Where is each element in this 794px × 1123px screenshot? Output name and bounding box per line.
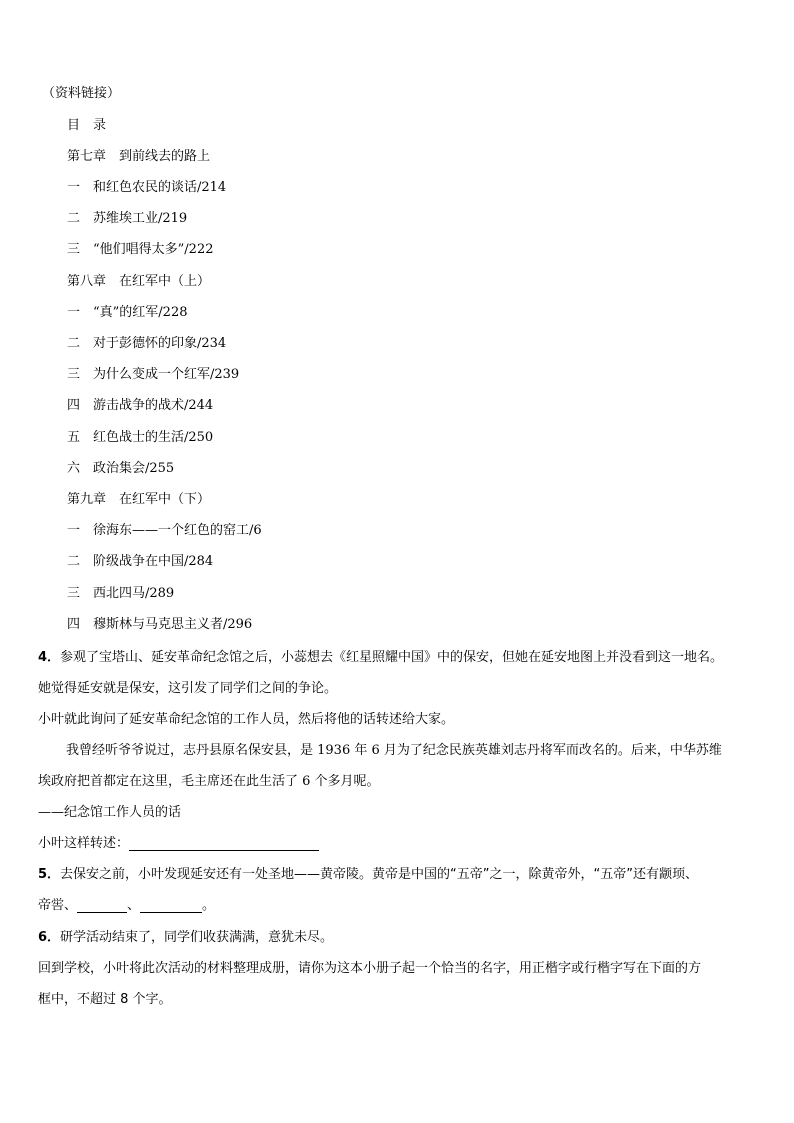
quote-text: 我曾经听爷爷说过，志丹县原名保安县，是 1936 年 6 月为了纪念民族英雄刘志丹将军而改名的。后来，中华苏维 — [66, 743, 722, 758]
answer-blank-2[interactable] — [140, 898, 202, 913]
question-text: 框中，不超过 8 个字。 — [38, 992, 172, 1007]
question-text: 研学活动结束了，同学们收获满满，意犹未尽。 — [60, 930, 334, 945]
toc-item: 第八章 在红军中（上） — [67, 274, 211, 289]
toc-item: 二 苏维埃工业/219 — [67, 211, 188, 226]
toc-item: 一 徐海东——一个红色的窑工/6 — [67, 523, 262, 538]
toc-item: 第七章 到前线去的路上 — [67, 149, 211, 164]
toc-item: 二 对于彭德怀的印象/234 — [67, 336, 227, 351]
toc-item: 四 穆斯林与马克思主义者/296 — [67, 617, 253, 632]
toc-item: 二 阶级战争在中国/284 — [67, 554, 214, 569]
answer-blank[interactable] — [129, 836, 319, 851]
question-text: 去保安之前，小叶发现延安还有一处圣地——黄帝陵。黄帝是中国的“五帝”之一，除黄帝外，“五帝”还有颛顼、 — [60, 867, 698, 882]
toc-item: 六 政治集会/255 — [67, 461, 175, 476]
toc-item: 三 西北四马/289 — [67, 586, 175, 601]
toc-item: 第九章 在红军中（下） — [67, 492, 211, 507]
question-number: 4． — [38, 650, 61, 665]
question-number: 6． — [38, 930, 61, 945]
question-number: 5． — [38, 867, 61, 882]
toc-item: 三 “他们唱得太多”/222 — [67, 242, 214, 257]
resource-link-label: （资料链接） — [42, 86, 121, 101]
toc-item: 一 “真”的红军/228 — [67, 305, 188, 320]
question-text: 参观了宝塔山、延安革命纪念馆之后，小蕊想去《红星照耀中国》中的保安，但她在延安地图上并没看到这一地名。 — [60, 650, 724, 665]
question-text: 回到学校，小叶将此次活动的材料整理成册，请你为这本小册子起一个恰当的名字，用正楷字或行楷字写在下面的方 — [38, 961, 702, 976]
toc-item: 三 为什么变成一个红军/239 — [67, 367, 240, 382]
toc-heading: 目 录 — [67, 118, 107, 133]
separator: 、 — [127, 898, 141, 913]
toc-item: 五 红色战士的生活/250 — [67, 430, 214, 445]
toc-item: 四 游击战争的战术/244 — [67, 398, 214, 413]
quote-text: 埃政府把首都定在这里，毛主席还在此生活了 6 个多月呢。 — [38, 774, 380, 789]
question-text: 帝喾、 — [38, 898, 78, 913]
toc-item: 一 和红色农民的谈话/214 — [67, 180, 227, 195]
period: 。 — [202, 898, 216, 913]
question-text: 她觉得延安就是保安，这引发了同学们之间的争论。 — [38, 681, 338, 696]
question-text: 小叶就此询问了延安革命纪念馆的工作人员，然后将他的话转述给大家。 — [38, 712, 455, 727]
answer-prompt: 小叶这样转述： — [38, 836, 130, 851]
quote-source: ——纪念馆工作人员的话 — [38, 805, 182, 820]
answer-blank-1[interactable] — [77, 898, 127, 913]
